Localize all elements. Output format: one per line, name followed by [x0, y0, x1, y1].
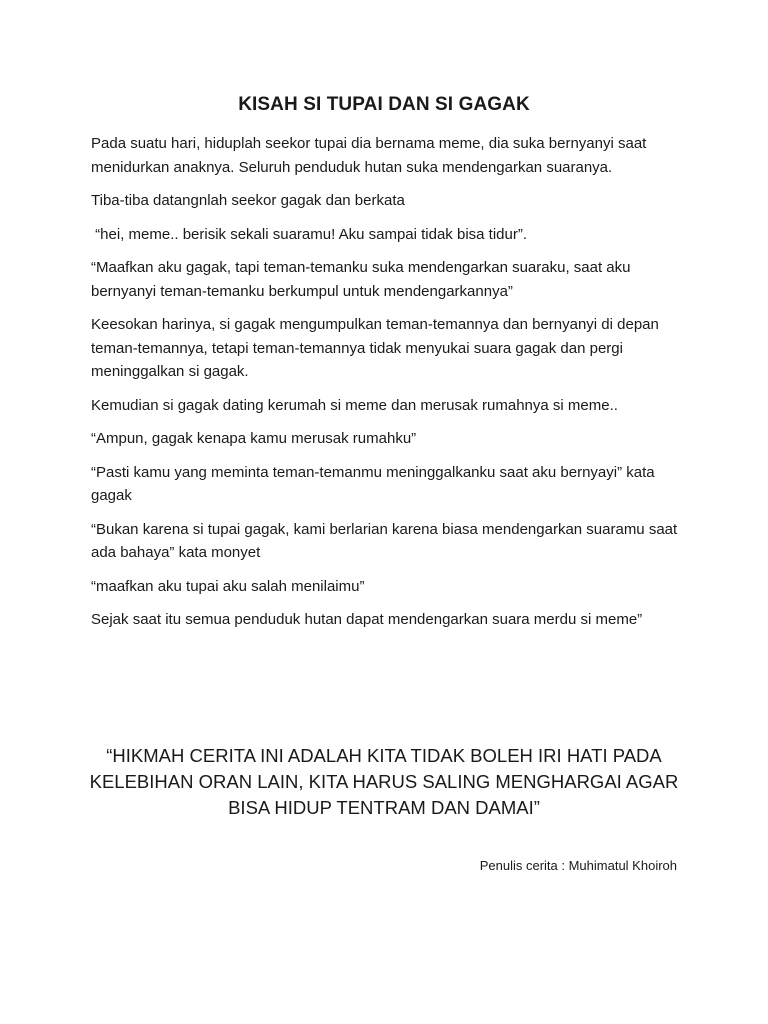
story-paragraph: Pada suatu hari, hiduplah seekor tupai dia bernama meme, dia suka bernyanyi saat menidurkan anaknya. Seluruh penduduk hutan suka mendengarkan suaranya.: [91, 135, 647, 176]
story-paragraph: “Ampun, gagak kenapa kamu merusak rumahku”: [91, 430, 417, 447]
story-paragraph: “Bukan karena si tupai gagak, kami berlarian karena biasa mendengarkan suaramu saat ada bahaya” kata monyet: [91, 520, 678, 561]
story-paragraph: “Pasti kamu yang meminta teman-temanmu meninggalkanku saat aku bernyayi” kata gagak: [91, 463, 655, 504]
story-moral: “HIKMAH CERITA INI ADALAH KITA TIDAK BOLEH IRI HATI PADA KELEBIHAN ORAN LAIN, KITA HARUS SALING MENGHARGAI AGAR BISA HIDUP TENTRAM DAN DAMAI”: [89, 745, 679, 818]
story-paragraph: “hei, meme.. berisik sekali suaramu! Aku sampai tidak bisa tidur”.: [91, 225, 528, 243]
story-body: [91, 132, 691, 642]
story-paragraph: “maafkan aku tupai aku salah menilaimu”: [91, 577, 365, 595]
story-paragraph: Sejak saat itu semua penduduk hutan dapat mendengarkan suara merdu si meme”: [91, 611, 643, 628]
story-paragraph: Tiba-tiba datangnlah seekor gagak dan berkata: [91, 192, 405, 209]
document-title: KISAH SI TUPAI DAN SI GAGAK: [238, 94, 530, 115]
story-paragraph: Kemudian si gagak dating kerumah si meme dan merusak rumahnya si meme..: [91, 396, 618, 414]
story-paragraph: Keesokan harinya, si gagak mengumpulkan teman-temannya dan bernyanyi di depan teman-temannya, tetapi teman-temannya tidak menyukai suara gagak dan pergi meninggalkan si gagak.: [91, 316, 659, 380]
story-paragraph: “Maafkan aku gagak, tapi teman-temanku suka mendengarkan suaraku, saat aku bernyanyi teman-temanku berkumpul untuk mendengarkannya”: [91, 259, 631, 300]
author-credit: Penulis cerita : Muhimatul Khoiroh: [479, 858, 677, 873]
